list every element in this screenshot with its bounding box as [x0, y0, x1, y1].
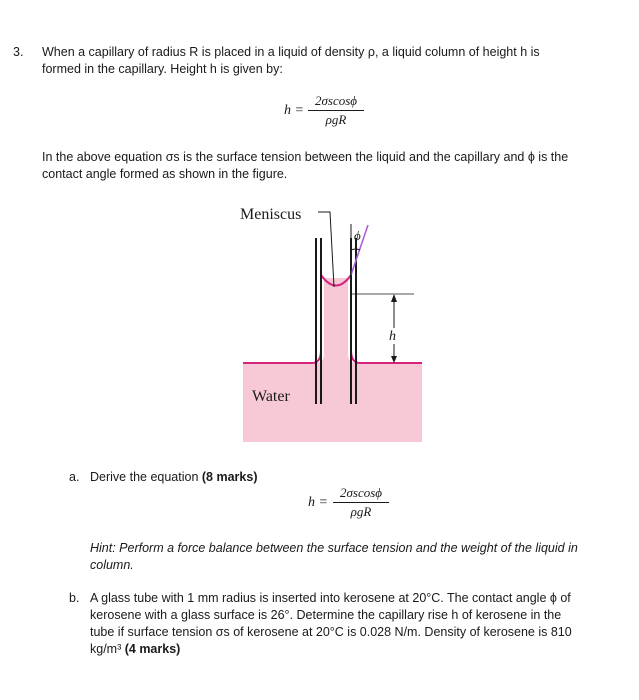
meniscus-label: Meniscus	[240, 206, 302, 223]
part-b-line-1: A glass tube with 1 mm radius is inserted into kerosene at 20°C. The contact angle ϕ of	[90, 591, 571, 605]
part-a-equation-denominator: ρgR	[350, 504, 372, 519]
h-label: h	[389, 329, 396, 344]
equation-fraction	[308, 93, 364, 128]
capillary-figure	[230, 198, 430, 444]
part-a-text	[90, 469, 257, 485]
part-a-prompt: Derive the equation	[90, 470, 199, 484]
phi-label: ϕ	[354, 228, 361, 243]
part-b-letter: b.	[69, 591, 80, 605]
part-b-units: kg/m³	[90, 642, 122, 656]
part-b-line-4	[90, 641, 180, 657]
explain-line-2: contact angle formed as shown in the figure.	[42, 167, 288, 181]
part-a-equation-fraction	[333, 485, 389, 520]
part-a-letter: a.	[69, 470, 80, 484]
question-number: 3.	[13, 45, 24, 59]
question-intro-line-2: formed in the capillary. Height h is given by:	[42, 62, 283, 76]
h-arrowhead-bottom	[391, 356, 397, 363]
part-a-marks: (8 marks)	[201, 470, 258, 484]
water-label: Water	[252, 388, 290, 405]
part-a-equation-numerator: 2σscosϕ	[339, 485, 383, 500]
part-a-hint-line-1: Hint: Perform a force balance between the surface tension and the weight of the liquid in	[90, 541, 578, 555]
part-b-marks: (4 marks)	[124, 642, 181, 656]
equation-lhs: h =	[284, 103, 304, 118]
equation-numerator: 2σscosϕ	[314, 93, 358, 108]
part-b-line-3: tube if surface tension σs of kerosene at 20°C is 0.028 N/m. Density of kerosene is 810	[90, 625, 572, 639]
part-b-line-2: kerosene with a glass surface is 26°. Determine the capillary rise h of kerosene in the	[90, 608, 562, 622]
equation-denominator: ρgR	[325, 112, 347, 127]
explain-line-1: In the above equation σs is the surface tension between the liquid and the capillary and ϕ is the	[42, 150, 569, 164]
h-arrowhead-top	[391, 294, 397, 302]
part-a-equation-lhs: h =	[308, 495, 328, 510]
question-intro-line-1: When a capillary of radius R is placed in a liquid of density ρ, a liquid column of height h is	[42, 45, 540, 59]
part-a-hint-line-2: column.	[90, 558, 134, 572]
